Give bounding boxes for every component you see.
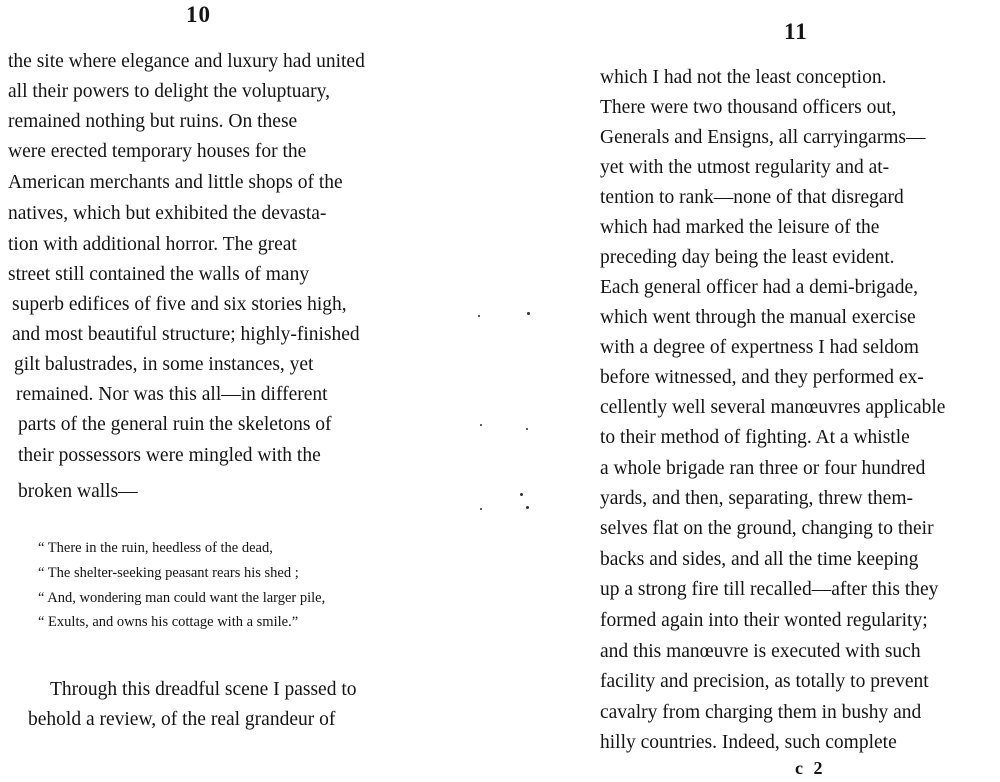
- right-body-line: backs and sides, and all the time keeping: [600, 549, 919, 570]
- right-body-line: before witnessed, and they performed ex-: [600, 367, 924, 388]
- left-body-line: remained. Nor was this all—in different: [16, 384, 328, 405]
- right-body-line: formed again into their wonted regularity;: [600, 610, 928, 631]
- left-body-line: broken walls—: [18, 481, 138, 502]
- verse-line: “ Exults, and owns his cottage with a smile.”: [38, 614, 299, 630]
- scan-speck: [526, 428, 528, 430]
- right-body-line: yards, and then, separating, threw them-: [600, 488, 913, 509]
- right-body-line: a whole brigade ran three or four hundred: [600, 458, 926, 479]
- right-page-number: 11: [784, 19, 808, 44]
- right-body-line: which went through the manual exercise: [600, 307, 916, 328]
- scan-speck: [480, 424, 482, 426]
- left-closing-line: behold a review, of the real grandeur of: [28, 709, 336, 730]
- left-body-line: the site where elegance and luxury had united: [8, 51, 365, 72]
- left-body-line: their possessors were mingled with the: [18, 445, 321, 466]
- right-body-line: which had marked the leisure of the: [600, 217, 880, 238]
- left-body-line: American merchants and little shops of the: [8, 172, 343, 193]
- left-body-line: tion with additional horror. The great: [8, 234, 297, 255]
- scan-speck: [480, 508, 482, 510]
- left-body-line: superb edifices of five and six stories high,: [12, 294, 347, 315]
- right-body-line: and this manœuvre is executed with such: [600, 641, 921, 662]
- scan-speck: [526, 506, 529, 509]
- right-body-line: cavalry from charging them in bushy and: [600, 702, 922, 723]
- right-body-line: There were two thousand officers out,: [600, 97, 897, 118]
- right-body-line: to their method of fighting. At a whistle: [600, 427, 910, 448]
- right-body-line: Each general officer had a demi-brigade,: [600, 277, 918, 298]
- verse-line: “ And, wondering man could want the larger pile,: [38, 590, 326, 606]
- right-body-line: with a degree of expertness I had seldom: [600, 337, 919, 358]
- left-body-line: and most beautiful structure; highly-finished: [12, 324, 360, 345]
- verse-line: “ There in the ruin, heedless of the dead,: [38, 540, 273, 556]
- left-body-line: all their powers to delight the voluptuary,: [8, 81, 331, 102]
- left-page-number: 10: [186, 2, 211, 27]
- verse-line: “ The shelter-seeking peasant rears his shed ;: [38, 565, 299, 581]
- scan-speck: [478, 315, 480, 317]
- right-body-line: Generals and Ensigns, all carryingarms—: [600, 127, 926, 148]
- right-body-line: which I had not the least conception.: [600, 67, 887, 88]
- right-body-line: tention to rank—none of that disregard: [600, 187, 904, 208]
- left-body-line: street still contained the walls of many: [8, 264, 310, 285]
- left-body-line: natives, which but exhibited the devasta-: [8, 203, 327, 224]
- right-body-line: facility and precision, as totally to prevent: [600, 671, 929, 692]
- right-body-line: cellently well several manœuvres applicable: [600, 397, 946, 418]
- right-body-line: selves flat on the ground, changing to their: [600, 518, 934, 539]
- left-body-line: gilt balustrades, in some instances, yet: [14, 354, 314, 375]
- left-body-line: were erected temporary houses for the: [8, 141, 307, 162]
- scan-speck: [520, 493, 523, 496]
- right-body-line: hilly countries. Indeed, such complete: [600, 732, 897, 753]
- scan-speck: [527, 312, 530, 315]
- left-closing-line: Through this dreadful scene I passed to: [50, 679, 357, 700]
- left-body-line: parts of the general ruin the skeletons of: [18, 414, 332, 435]
- right-body-line: up a strong fire till recalled—after this they: [600, 579, 939, 600]
- right-body-line: yet with the utmost regularity and at-: [600, 157, 890, 178]
- right-body-line: preceding day being the least evident.: [600, 247, 895, 268]
- left-body-line: remained nothing but ruins. On these: [8, 111, 298, 132]
- signature-mark: c 2: [795, 758, 826, 778]
